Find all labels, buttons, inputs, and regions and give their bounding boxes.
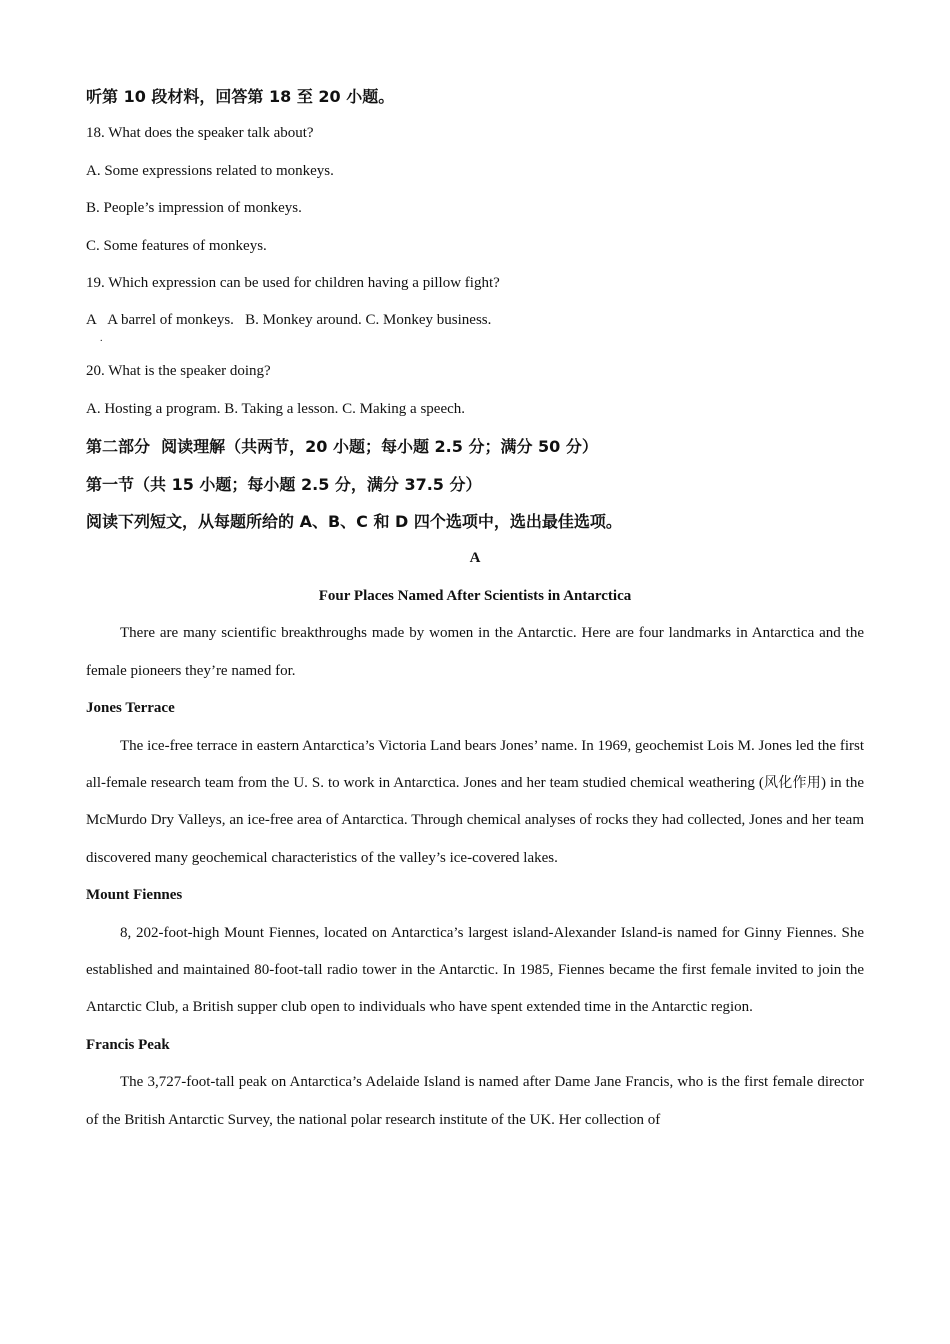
question-19-options-text: A barrel of monkeys. B. Monkey around. C. Monkey business. (107, 312, 492, 329)
question-20: 20. What is the speaker doing? (86, 363, 271, 380)
mount-fiennes-paragraph: 8, 202-foot-high Mount Fiennes, located on Antarctica’s largest island-Alexander Island-is named for Ginny Fiennes. She established and maintained 80-foot-tall radio tower in the Antarctic. In 1985, Fiennes became the first female invited to join the Antarctic Club, a British supper club open to individuals who have spent extended time in the Antarctic region. (86, 924, 864, 1016)
question-19-option-dot: . (100, 333, 103, 345)
question-18: 18. What does the speaker talk about? (86, 125, 314, 142)
part2-instruction: 阅读下列短文，从每题所给的 A、B、C 和 D 四个选项中，选出最佳选项。 (86, 512, 622, 532)
part2-section1-heading: 第一节（共 15 小题；每小题 2.5 分，满分 37.5 分） (86, 474, 482, 494)
jones-chinese-gloss: 风化作用 (763, 774, 822, 791)
passage-letter: A (469, 550, 481, 567)
jones-text-part1: The ice-free terrace in eastern Antarctica’s Victoria Land bears Jones’ name. In 1969, geochemist Lois M. Jones led the first all-female research team from the U. S. to work in Antarctica. Jones and her team studied chemical weathering ( (86, 737, 864, 791)
francis-peak-heading: Francis Peak (86, 1036, 170, 1053)
question-20-options: A. Hosting a program. B. Taking a lesson. C. Making a speech. (86, 400, 466, 417)
question-19-option-a-letter: A (86, 312, 97, 329)
question-19-options (86, 302, 864, 353)
question-18-option-a: A. Some expressions related to monkeys. (86, 162, 334, 179)
listening-section-heading: 听第 10 段材料，回答第 18 至 20 小题。 (86, 87, 395, 106)
francis-peak-paragraph: The 3,727-foot-tall peak on Antarctica’s Adelaide Island is named after Dame Jane Francis, who is the first female director of the British Antarctic Survey, the national polar research institute of the UK. Her collection of (86, 1074, 864, 1128)
exam-page (86, 78, 864, 1139)
jones-terrace-paragraph (86, 728, 864, 878)
passage-title: Four Places Named After Scientists in Antarctica (318, 587, 632, 604)
question-18-option-c: C. Some features of monkeys. (86, 237, 267, 254)
passage-intro: There are many scientific breakthroughs made by women in the Antarctic. Here are four landmarks in Antarctica and the female pioneers they’re named for. (86, 625, 864, 679)
mount-fiennes-heading: Mount Fiennes (86, 887, 183, 904)
part2-heading: 第二部分 阅读理解（共两节，20 小题；每小题 2.5 分；满分 50 分） (86, 437, 598, 457)
jones-text-part2: ) in the McMurdo Dry Valleys, an ice-free area of Antarctica. Through chemical analyses of rocks they had collected, Jones and her team discovered many geochemical characteristics of the valley’s ice-covered lakes. (86, 774, 864, 866)
jones-terrace-heading: Jones Terrace (86, 700, 175, 717)
question-19: 19. Which expression can be used for children having a pillow fight? (86, 275, 500, 292)
question-18-option-b: B. People’s impression of monkeys. (86, 200, 302, 217)
